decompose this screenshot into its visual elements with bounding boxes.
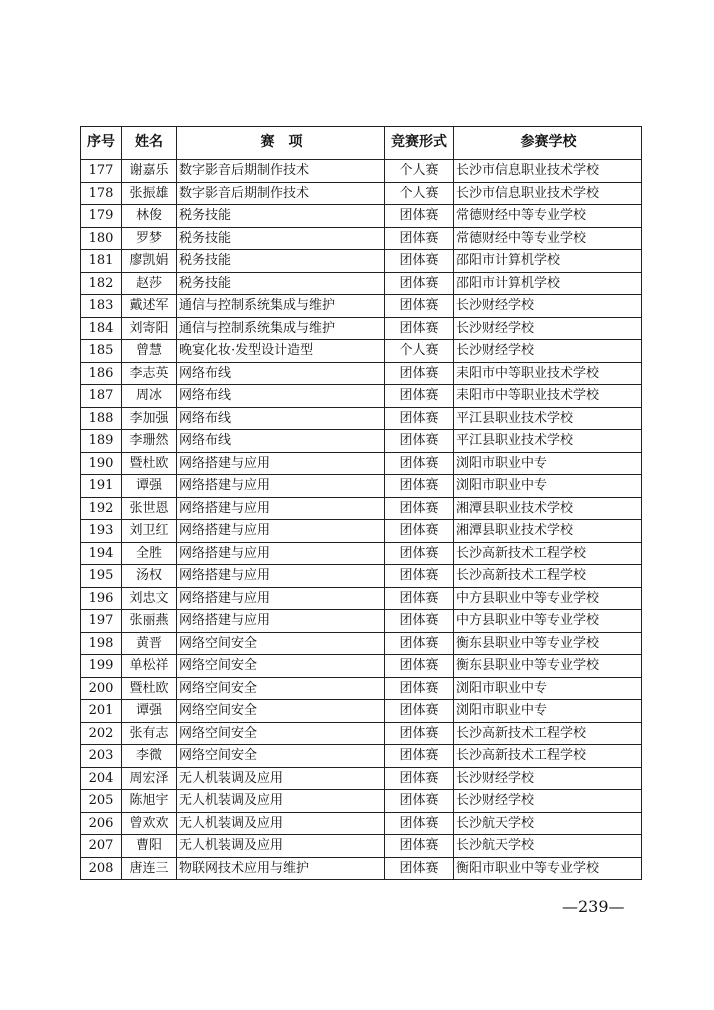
cell-event: 网络空间安全 <box>177 677 385 700</box>
cell-no: 186 <box>81 362 122 385</box>
table-row <box>81 745 642 768</box>
cell-no: 202 <box>81 722 122 745</box>
table-row <box>81 205 642 228</box>
cell-no: 195 <box>81 565 122 588</box>
cell-school: 长沙财经学校 <box>454 295 642 318</box>
cell-event: 晚宴化妆·发型设计造型 <box>177 340 385 363</box>
cell-no: 203 <box>81 745 122 768</box>
cell-form: 团体赛 <box>385 722 454 745</box>
cell-event: 网络空间安全 <box>177 632 385 655</box>
table-row <box>81 182 642 205</box>
cell-school: 长沙市信息职业技术学校 <box>454 160 642 183</box>
cell-name: 张振雄 <box>122 182 177 205</box>
cell-school: 耒阳市中等职业技术学校 <box>454 362 642 385</box>
cell-no: 182 <box>81 272 122 295</box>
table-row <box>81 475 642 498</box>
cell-name: 陈旭宇 <box>122 790 177 813</box>
cell-school: 长沙高新技术工程学校 <box>454 542 642 565</box>
table-row <box>81 812 642 835</box>
cell-name: 赵莎 <box>122 272 177 295</box>
table-row <box>81 632 642 655</box>
cell-name: 谭强 <box>122 475 177 498</box>
cell-school: 长沙高新技术工程学校 <box>454 722 642 745</box>
table-row <box>81 835 642 858</box>
cell-school: 湘潭县职业技术学校 <box>454 497 642 520</box>
table-row <box>81 587 642 610</box>
cell-event: 网络搭建与应用 <box>177 497 385 520</box>
cell-no: 200 <box>81 677 122 700</box>
cell-school: 邵阳市计算机学校 <box>454 272 642 295</box>
header-form: 竞赛形式 <box>385 127 454 160</box>
cell-school: 长沙航天学校 <box>454 835 642 858</box>
cell-no: 206 <box>81 812 122 835</box>
cell-form: 团体赛 <box>385 767 454 790</box>
cell-form: 团体赛 <box>385 520 454 543</box>
cell-form: 团体赛 <box>385 272 454 295</box>
cell-form: 团体赛 <box>385 812 454 835</box>
cell-no: 207 <box>81 835 122 858</box>
cell-form: 团体赛 <box>385 632 454 655</box>
cell-form: 团体赛 <box>385 452 454 475</box>
cell-school: 衡阳市职业中等专业学校 <box>454 857 642 880</box>
cell-name: 黄晋 <box>122 632 177 655</box>
cell-event: 税务技能 <box>177 205 385 228</box>
cell-no: 201 <box>81 700 122 723</box>
header-event: 赛 项 <box>177 127 385 160</box>
cell-school: 湘潭县职业技术学校 <box>454 520 642 543</box>
cell-no: 196 <box>81 587 122 610</box>
table-row <box>81 295 642 318</box>
cell-name: 张世恩 <box>122 497 177 520</box>
cell-event: 网络空间安全 <box>177 655 385 678</box>
cell-no: 178 <box>81 182 122 205</box>
cell-form: 团体赛 <box>385 542 454 565</box>
cell-event: 网络空间安全 <box>177 722 385 745</box>
cell-no: 194 <box>81 542 122 565</box>
cell-no: 180 <box>81 227 122 250</box>
cell-school: 中方县职业中等专业学校 <box>454 587 642 610</box>
table-row <box>81 565 642 588</box>
cell-form: 团体赛 <box>385 407 454 430</box>
cell-form: 个人赛 <box>385 182 454 205</box>
cell-form: 个人赛 <box>385 160 454 183</box>
cell-no: 190 <box>81 452 122 475</box>
cell-no: 188 <box>81 407 122 430</box>
cell-event: 网络布线 <box>177 385 385 408</box>
table-row <box>81 677 642 700</box>
cell-form: 团体赛 <box>385 205 454 228</box>
cell-form: 团体赛 <box>385 857 454 880</box>
cell-event: 网络搭建与应用 <box>177 520 385 543</box>
table-row <box>81 160 642 183</box>
cell-name: 单松祥 <box>122 655 177 678</box>
cell-form: 团体赛 <box>385 362 454 385</box>
table-row <box>81 790 642 813</box>
cell-no: 181 <box>81 250 122 273</box>
cell-form: 团体赛 <box>385 227 454 250</box>
cell-event: 网络搭建与应用 <box>177 565 385 588</box>
table-row <box>81 767 642 790</box>
cell-event: 网络搭建与应用 <box>177 542 385 565</box>
cell-name: 曹阳 <box>122 835 177 858</box>
cell-event: 通信与控制系统集成与维护 <box>177 295 385 318</box>
table-row <box>81 520 642 543</box>
cell-event: 网络搭建与应用 <box>177 587 385 610</box>
cell-event: 网络空间安全 <box>177 745 385 768</box>
cell-event: 税务技能 <box>177 250 385 273</box>
cell-form: 团体赛 <box>385 655 454 678</box>
cell-name: 周宏泽 <box>122 767 177 790</box>
cell-form: 团体赛 <box>385 385 454 408</box>
cell-event: 无人机装调及应用 <box>177 790 385 813</box>
cell-school: 耒阳市中等职业技术学校 <box>454 385 642 408</box>
cell-event: 网络搭建与应用 <box>177 610 385 633</box>
cell-no: 189 <box>81 430 122 453</box>
cell-school: 长沙财经学校 <box>454 340 642 363</box>
table-row <box>81 452 642 475</box>
header-school: 参赛学校 <box>454 127 642 160</box>
cell-school: 浏阳市职业中专 <box>454 677 642 700</box>
cell-name: 唐连三 <box>122 857 177 880</box>
cell-form: 团体赛 <box>385 250 454 273</box>
cell-form: 团体赛 <box>385 610 454 633</box>
table-row <box>81 610 642 633</box>
cell-name: 张丽燕 <box>122 610 177 633</box>
cell-name: 汤权 <box>122 565 177 588</box>
cell-name: 刘卫红 <box>122 520 177 543</box>
cell-name: 林俊 <box>122 205 177 228</box>
cell-event: 网络空间安全 <box>177 700 385 723</box>
cell-event: 数字影音后期制作技术 <box>177 160 385 183</box>
cell-form: 团体赛 <box>385 790 454 813</box>
header-no: 序号 <box>81 127 122 160</box>
cell-no: 187 <box>81 385 122 408</box>
cell-school: 平江县职业技术学校 <box>454 407 642 430</box>
cell-school: 浏阳市职业中专 <box>454 452 642 475</box>
cell-event: 网络搭建与应用 <box>177 452 385 475</box>
table-row <box>81 700 642 723</box>
cell-no: 204 <box>81 767 122 790</box>
cell-school: 中方县职业中等专业学校 <box>454 610 642 633</box>
cell-school: 衡东县职业中等专业学校 <box>454 655 642 678</box>
cell-name: 罗梦 <box>122 227 177 250</box>
cell-form: 团体赛 <box>385 430 454 453</box>
cell-name: 戴述军 <box>122 295 177 318</box>
cell-name: 张有志 <box>122 722 177 745</box>
cell-no: 208 <box>81 857 122 880</box>
cell-school: 长沙财经学校 <box>454 317 642 340</box>
cell-event: 物联网技术应用与维护 <box>177 857 385 880</box>
cell-name: 李微 <box>122 745 177 768</box>
table-body <box>81 160 642 880</box>
cell-name: 谭强 <box>122 700 177 723</box>
cell-no: 193 <box>81 520 122 543</box>
header-name: 姓名 <box>122 127 177 160</box>
cell-name: 谢嘉乐 <box>122 160 177 183</box>
table-row <box>81 430 642 453</box>
cell-school: 长沙高新技术工程学校 <box>454 565 642 588</box>
cell-school: 长沙财经学校 <box>454 767 642 790</box>
cell-school: 衡东县职业中等专业学校 <box>454 632 642 655</box>
table-row <box>81 340 642 363</box>
cell-event: 通信与控制系统集成与维护 <box>177 317 385 340</box>
cell-name: 李珊然 <box>122 430 177 453</box>
cell-no: 192 <box>81 497 122 520</box>
table-row <box>81 250 642 273</box>
cell-event: 税务技能 <box>177 272 385 295</box>
table-header-row <box>81 127 642 160</box>
cell-no: 197 <box>81 610 122 633</box>
cell-name: 全胜 <box>122 542 177 565</box>
cell-school: 长沙市信息职业技术学校 <box>454 182 642 205</box>
cell-name: 曾欢欢 <box>122 812 177 835</box>
table-row <box>81 317 642 340</box>
cell-form: 团体赛 <box>385 317 454 340</box>
cell-form: 团体赛 <box>385 700 454 723</box>
cell-school: 长沙财经学校 <box>454 790 642 813</box>
table-row <box>81 857 642 880</box>
cell-school: 浏阳市职业中专 <box>454 475 642 498</box>
cell-no: 179 <box>81 205 122 228</box>
cell-no: 184 <box>81 317 122 340</box>
cell-no: 205 <box>81 790 122 813</box>
cell-school: 常德财经中等专业学校 <box>454 227 642 250</box>
cell-form: 团体赛 <box>385 565 454 588</box>
cell-event: 无人机装调及应用 <box>177 767 385 790</box>
page-number: —239— <box>562 897 625 916</box>
cell-school: 长沙航天学校 <box>454 812 642 835</box>
table-row <box>81 272 642 295</box>
cell-event: 网络布线 <box>177 430 385 453</box>
cell-event: 网络搭建与应用 <box>177 475 385 498</box>
cell-school: 平江县职业技术学校 <box>454 430 642 453</box>
cell-school: 浏阳市职业中专 <box>454 700 642 723</box>
cell-name: 暨杜欧 <box>122 677 177 700</box>
cell-name: 刘寄阳 <box>122 317 177 340</box>
cell-no: 199 <box>81 655 122 678</box>
cell-school: 常德财经中等专业学校 <box>454 205 642 228</box>
cell-no: 185 <box>81 340 122 363</box>
cell-school: 邵阳市计算机学校 <box>454 250 642 273</box>
cell-no: 198 <box>81 632 122 655</box>
cell-name: 曾慧 <box>122 340 177 363</box>
table-row <box>81 227 642 250</box>
table-row <box>81 497 642 520</box>
participant-table <box>80 126 642 880</box>
cell-name: 周冰 <box>122 385 177 408</box>
cell-event: 网络布线 <box>177 407 385 430</box>
cell-form: 团体赛 <box>385 745 454 768</box>
cell-no: 191 <box>81 475 122 498</box>
cell-form: 团体赛 <box>385 497 454 520</box>
cell-name: 李志英 <box>122 362 177 385</box>
cell-form: 团体赛 <box>385 677 454 700</box>
cell-name: 暨杜欧 <box>122 452 177 475</box>
cell-event: 无人机装调及应用 <box>177 835 385 858</box>
cell-form: 团体赛 <box>385 835 454 858</box>
cell-form: 个人赛 <box>385 340 454 363</box>
cell-school: 长沙高新技术工程学校 <box>454 745 642 768</box>
table-row <box>81 655 642 678</box>
cell-event: 网络布线 <box>177 362 385 385</box>
cell-name: 李加强 <box>122 407 177 430</box>
cell-no: 177 <box>81 160 122 183</box>
cell-name: 刘忠文 <box>122 587 177 610</box>
cell-event: 无人机装调及应用 <box>177 812 385 835</box>
table-row <box>81 722 642 745</box>
table-row <box>81 362 642 385</box>
cell-event: 税务技能 <box>177 227 385 250</box>
cell-form: 团体赛 <box>385 295 454 318</box>
cell-form: 团体赛 <box>385 475 454 498</box>
cell-event: 数字影音后期制作技术 <box>177 182 385 205</box>
table-row <box>81 542 642 565</box>
cell-form: 团体赛 <box>385 587 454 610</box>
table-row <box>81 407 642 430</box>
cell-name: 廖凯娟 <box>122 250 177 273</box>
cell-no: 183 <box>81 295 122 318</box>
table-row <box>81 385 642 408</box>
